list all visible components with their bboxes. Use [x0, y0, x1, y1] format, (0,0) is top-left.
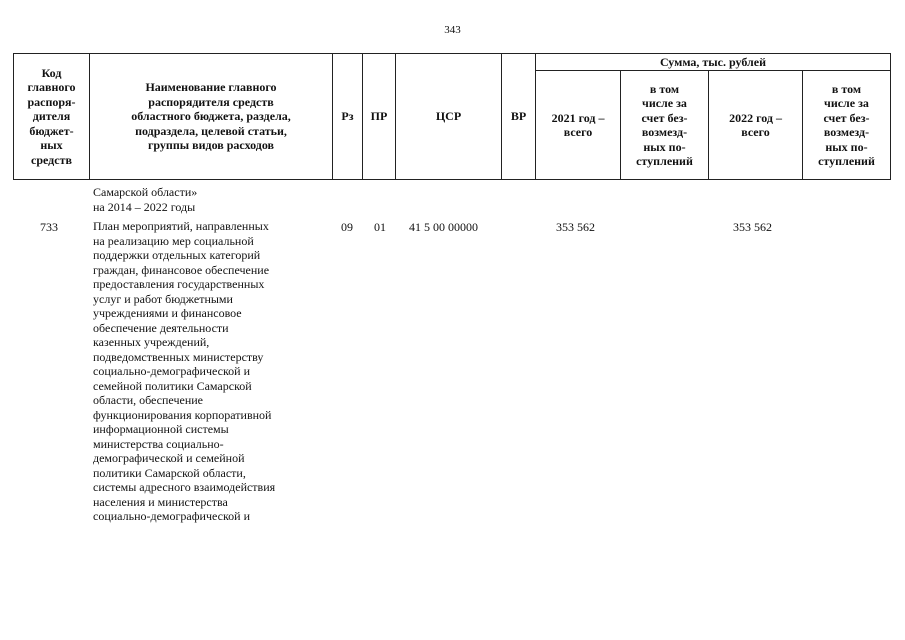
header-2021-free: в том числе за счет без- возмезд- ных по- ступлений	[621, 71, 709, 180]
row-name-line: предоставления государственных	[93, 277, 265, 291]
row-2022-total: 353 562	[733, 220, 772, 234]
header-2021-total: 2021 год – всего	[536, 71, 621, 180]
header-vr: ВР	[502, 54, 536, 180]
header-csr: ЦСР	[396, 54, 502, 180]
row-name-line: подведомственных министерству	[93, 349, 264, 364]
row-name-line: информационной системы	[93, 422, 229, 436]
row-csr: 41 5 00 00000	[409, 220, 478, 234]
row-code: 733	[40, 220, 58, 234]
header-2022-total: 2022 год – всего	[709, 71, 803, 180]
row-name-line: учреждениями и финансовое	[93, 306, 242, 320]
header-name: Наименование главного распорядителя средств областного бюджета, раздела, подраздела, целевой статьи, группы видов расходов	[90, 54, 333, 180]
row-pr: 01	[374, 220, 386, 234]
row-rz: 09	[341, 220, 353, 234]
row-name-line: на реализацию мер социальной	[93, 233, 254, 248]
row-name-line: политики Самарской области,	[93, 465, 246, 480]
header-2022-free: в том числе за счет без- возмезд- ных по- ступлений	[803, 71, 891, 180]
row-name-line: семейной политики Самарской	[93, 378, 252, 393]
row-name-line: социально-демографической и	[93, 364, 251, 378]
row-name-line: системы адресного взаимодействия	[93, 480, 276, 494]
row-name-line: министерства социально-	[93, 436, 224, 451]
row-name-line: социально-демографической и	[93, 509, 251, 523]
continuation-line: Самарской области»	[93, 185, 198, 199]
header-sum: Сумма, тыс. рублей	[536, 54, 891, 71]
row-name-line: поддержки отдельных категорий	[93, 248, 261, 262]
row-name-line: казенных учреждений,	[93, 335, 210, 349]
budget-table-header	[13, 53, 891, 180]
header-rz: Рз	[333, 54, 363, 180]
row-name-column	[93, 185, 333, 524]
row-name-line: граждан, финансовое обеспечение	[93, 262, 270, 277]
row-name-line: населения и министерства	[93, 494, 228, 509]
header-code: Код главного распоря- дителя бюджет- ных средств	[14, 54, 90, 180]
row-name-line: функционирования корпоративной	[93, 407, 272, 422]
row-name-line: области, обеспечение	[93, 393, 203, 407]
row-name-line: обеспечение деятельности	[93, 320, 229, 335]
row-name-line: услуг и работ бюджетными	[93, 291, 233, 306]
row-2021-total: 353 562	[556, 220, 595, 234]
continuation-line: на 2014 – 2022 годы	[93, 199, 196, 214]
row-name-line: демографической и семейной	[93, 451, 245, 465]
page-number: 343	[444, 24, 461, 36]
header-pr: ПР	[363, 54, 396, 180]
row-name-line: План мероприятий, направленных	[93, 219, 269, 233]
